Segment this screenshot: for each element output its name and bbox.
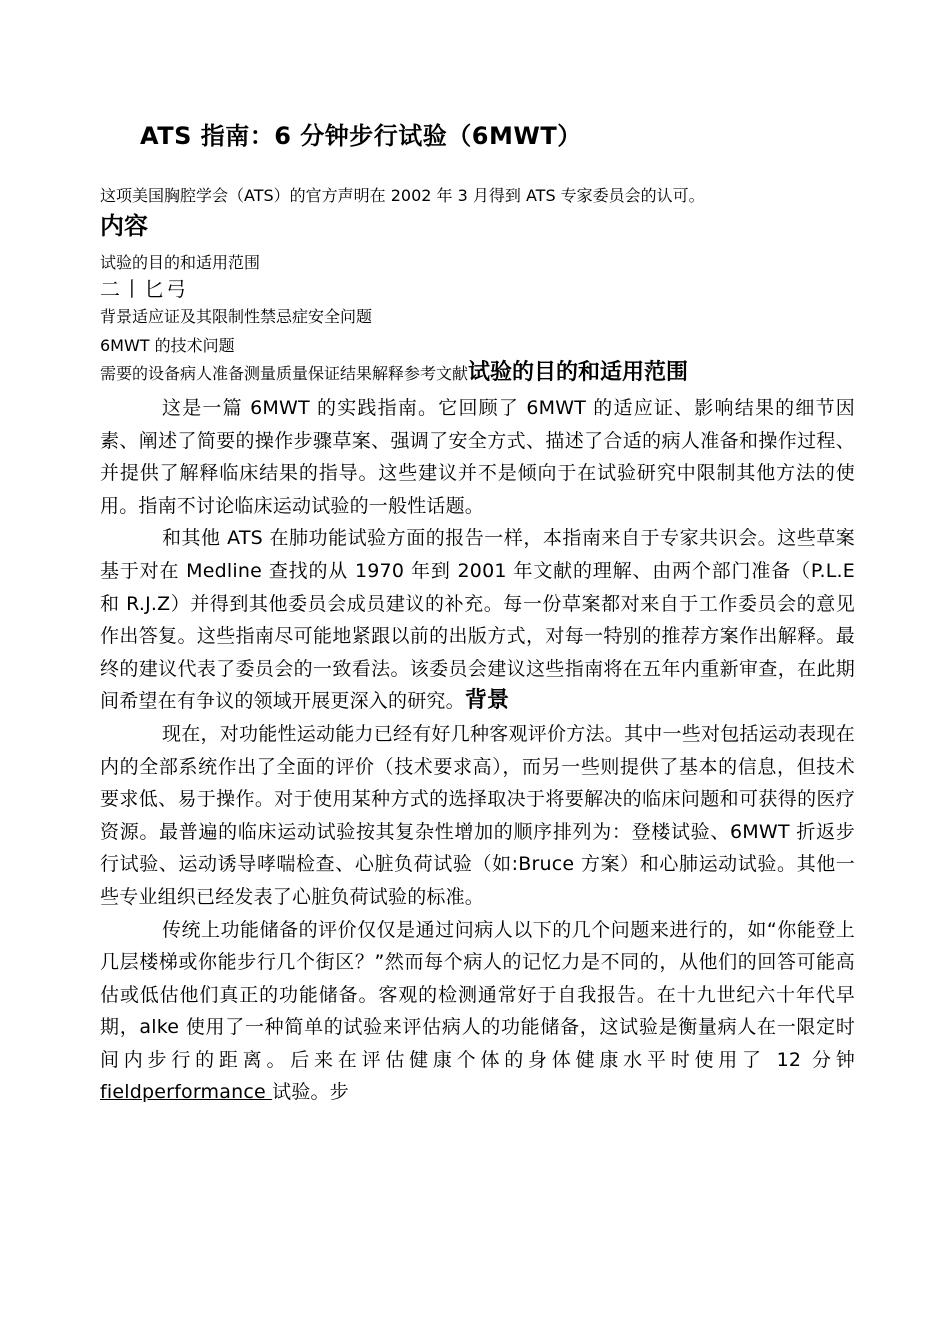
- paragraph-consensus-text: 和其他 ATS 在肺功能试验方面的报告一样，本指南来自于专家共识会。这些草案基于对在 Medline 查找的从 1970 年到 2001 年文献的理解、由两个部门准备（P.L.E 和 R.J.Z）并得到其他委员会成员建议的补充。每一份草案都对来自于工作委员会的意见作出答复。这些指南尽可能地紧跟以前的出版方式，对每一特别的推荐方案作出解释。最终的建议代表了委员会的一致看法。该委员会建议这些指南将在五年内重新审查，在此期间希望在有争议的领域开展更深入的研究。: [100, 527, 855, 713]
- section-heading-purpose: 试验的目的和适用范围: [468, 360, 689, 385]
- toc-item-equipment-text: 需要的设备病人准备测量质量保证结果解释参考文献: [100, 364, 469, 383]
- paragraph-background: 现在，对功能性运动能力已经有好几种客观评价方法。其中一些对包括运动表现在内的全部系统作出了全面的评价（技术要求高），而另一些则提供了基本的信息，但技术要求低、易于操作。对于使用某种方式的选择取决于将要解决的临床问题和可获得的医疗资源。最普遍的临床运动试验按其复杂性增加的顺序排列为：登楼试验、6MWT 折返步行试验、运动诱导哮喘检查、心脏负荷试验（如:Bruce 方案）和心肺运动试验。其他一些专业组织已经发表了心脏负荷试验的标准。: [100, 722, 855, 908]
- paragraph-history-text: 传统上功能储备的评价仅仅是通过问病人以下的几个问题来进行的，如“你能登上几层楼梯或你能步行几个街区？”然而每个病人的记忆力是不同的，从他们的回答可能高估或低估他们真正的功能储备。客观的检测通常好于自我报告。在十九世纪六十年代早期，alke 使用了一种简单的试验来评估病人的功能储备，这试验是衡量病人在一限定时间内步行的距离。后来在评估健康个体的身体健康水平时使用了 12 分钟: [100, 918, 855, 1071]
- toc-item-technical: 6MWT 的技术问题: [100, 336, 235, 355]
- toc-item-background: 背景适应证及其限制性禁忌症安全问题: [100, 307, 373, 326]
- intro-statement: 这项美国胸腔学会（ATS）的官方声明在 2002 年 3 月得到 ATS 专家委员会的认可。: [100, 186, 705, 205]
- contents-heading: 内容: [100, 212, 148, 240]
- section-heading-background: 背景: [464, 688, 510, 714]
- body-text-block: [100, 392, 855, 1109]
- field-performance-link[interactable]: fieldperformance: [100, 1081, 273, 1104]
- paragraph-history: [100, 914, 855, 1110]
- paragraph-purpose: 这是一篇 6MWT 的实践指南。它回顾了 6MWT 的适应证、影响结果的细节因素、阐述了简要的操作步骤草案、强调了安全方式、描述了合适的病人准备和操作过程、并提供了解释临床结果的指导。这些建议并不是倾向于在试验研究中限制其他方法的使用。指南不讨论临床运动试验的一般性话题。: [100, 397, 855, 517]
- toc-item-equipment: [100, 355, 688, 386]
- document-title: ATS 指南：6 分钟步行试验（6MWT）: [140, 122, 582, 150]
- paragraph-consensus: [100, 522, 855, 718]
- toc-item-purpose: 试验的目的和适用范围: [100, 253, 261, 272]
- paragraph-history-tail: 试验。步: [272, 1081, 349, 1104]
- toc-item-garbled: 二丨匕弓: [100, 277, 188, 301]
